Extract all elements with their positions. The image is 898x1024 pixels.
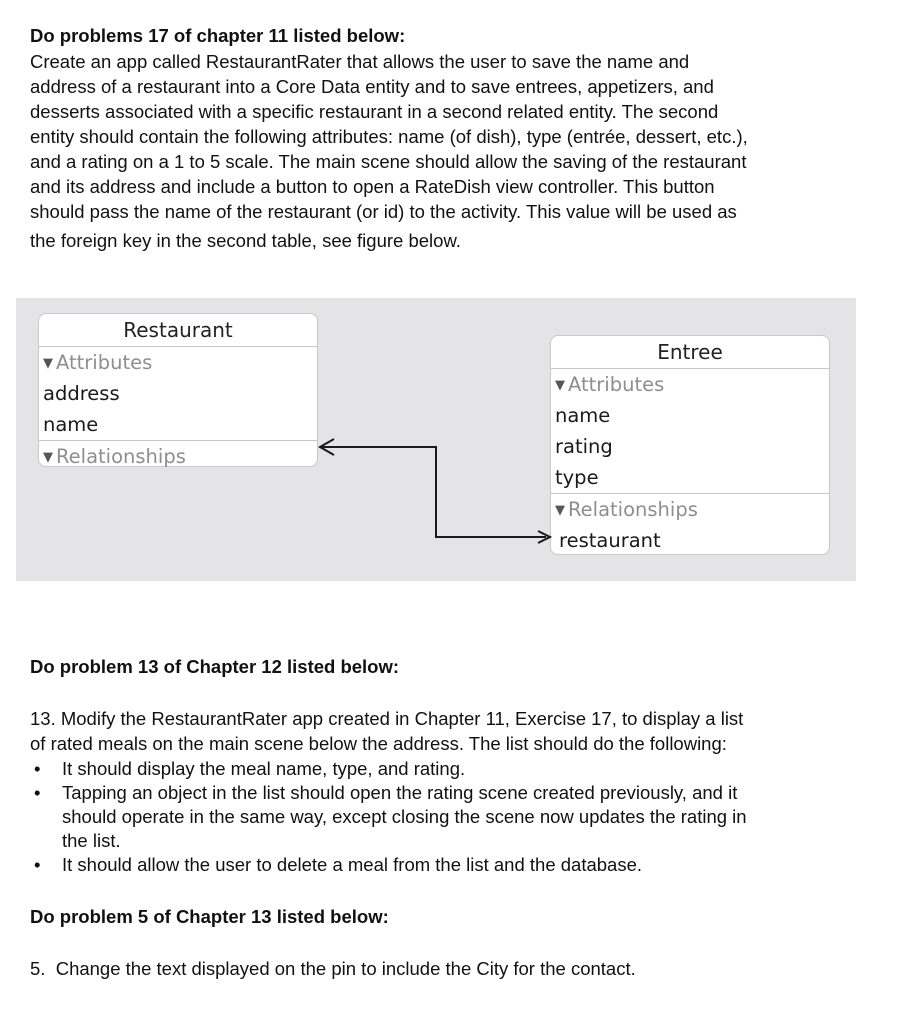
paragraph-line: entity should contain the following attributes: name (of dish), type (entrée, dessert, etc.), xyxy=(30,126,748,147)
restaurant-entity xyxy=(38,313,318,467)
list-item-line: Tapping an object in the list should open the rating scene created previously, and it xyxy=(62,782,738,803)
connector-line xyxy=(320,447,546,537)
list-item xyxy=(30,853,875,877)
list-item-line: It should display the meal name, type, and rating. xyxy=(62,758,466,779)
restaurant-attributes-section xyxy=(39,347,317,378)
entity-relationship-diagram xyxy=(16,298,856,581)
arrowhead-icon xyxy=(538,531,550,543)
entree-entity xyxy=(550,335,830,555)
relationships-label: Relationships xyxy=(56,445,186,468)
list-item xyxy=(30,781,875,853)
disclosure-triangle-icon: ▼ xyxy=(43,356,53,371)
entree-attr-type: type xyxy=(555,466,599,489)
arrowhead-icon xyxy=(320,439,334,455)
section3-heading: Do problem 5 of Chapter 13 listed below: xyxy=(30,906,389,927)
paragraph-line: address of a restaurant into a Core Data entity and to save entrees, appetizers, and xyxy=(30,76,714,97)
paragraph-line: desserts associated with a specific restaurant in a second related entity. The second xyxy=(30,101,719,122)
disclosure-triangle-icon: ▼ xyxy=(555,378,565,393)
disclosure-triangle-icon: ▼ xyxy=(555,503,565,518)
disclosure-triangle-icon: ▼ xyxy=(43,450,53,465)
restaurant-attr-address: address xyxy=(43,382,120,405)
paragraph-line: should pass the name of the restaurant (or id) to the activity. This value will be used as xyxy=(30,201,737,222)
restaurant-relationships-section xyxy=(39,440,317,472)
attributes-label: Attributes xyxy=(56,351,153,374)
section3-paragraph xyxy=(30,956,875,981)
bullet-list xyxy=(30,757,875,877)
list-item-line: should operate in the same way, except closing the scene now updates the rating in xyxy=(62,806,747,827)
bullet-icon: • xyxy=(34,854,41,875)
entree-attr-rating: rating xyxy=(555,435,613,458)
restaurant-attr-name: name xyxy=(43,413,99,436)
entree-rel-restaurant: restaurant xyxy=(559,529,661,552)
section2-paragraph xyxy=(30,706,875,756)
attributes-label: Attributes xyxy=(568,373,665,396)
paragraph-line: and its address and include a button to open a RateDish view controller. This button xyxy=(30,176,715,197)
paragraph-line: the foreign key in the second table, see figure below. xyxy=(30,230,461,251)
paragraph-line: of rated meals on the main scene below the address. The list should do the following: xyxy=(30,733,727,754)
restaurant-entity-title: Restaurant xyxy=(39,314,317,347)
entree-attributes-section xyxy=(551,369,829,400)
bullet-icon: • xyxy=(34,758,41,779)
section1-paragraph xyxy=(30,49,875,253)
paragraph-line: Create an app called RestaurantRater that allows the user to save the name and xyxy=(30,51,690,72)
section1-heading: Do problems 17 of chapter 11 listed below: xyxy=(30,25,406,46)
entree-relationships-section xyxy=(551,493,829,525)
bullet-icon: • xyxy=(34,782,41,803)
relationships-label: Relationships xyxy=(568,498,698,521)
paragraph-line: and a rating on a 1 to 5 scale. The main scene should allow the saving of the restaurant xyxy=(30,151,747,172)
list-item xyxy=(30,757,875,781)
entree-attr-name: name xyxy=(555,404,611,427)
entree-entity-title: Entree xyxy=(551,336,829,369)
list-item-line: the list. xyxy=(62,830,121,851)
list-item-line: It should allow the user to delete a meal from the list and the database. xyxy=(62,854,643,875)
paragraph-line: 13. Modify the RestaurantRater app created in Chapter 11, Exercise 17, to display a list xyxy=(30,708,744,729)
paragraph-line: 5. Change the text displayed on the pin to include the City for the contact. xyxy=(30,958,636,979)
section2-heading: Do problem 13 of Chapter 12 listed below: xyxy=(30,656,400,677)
